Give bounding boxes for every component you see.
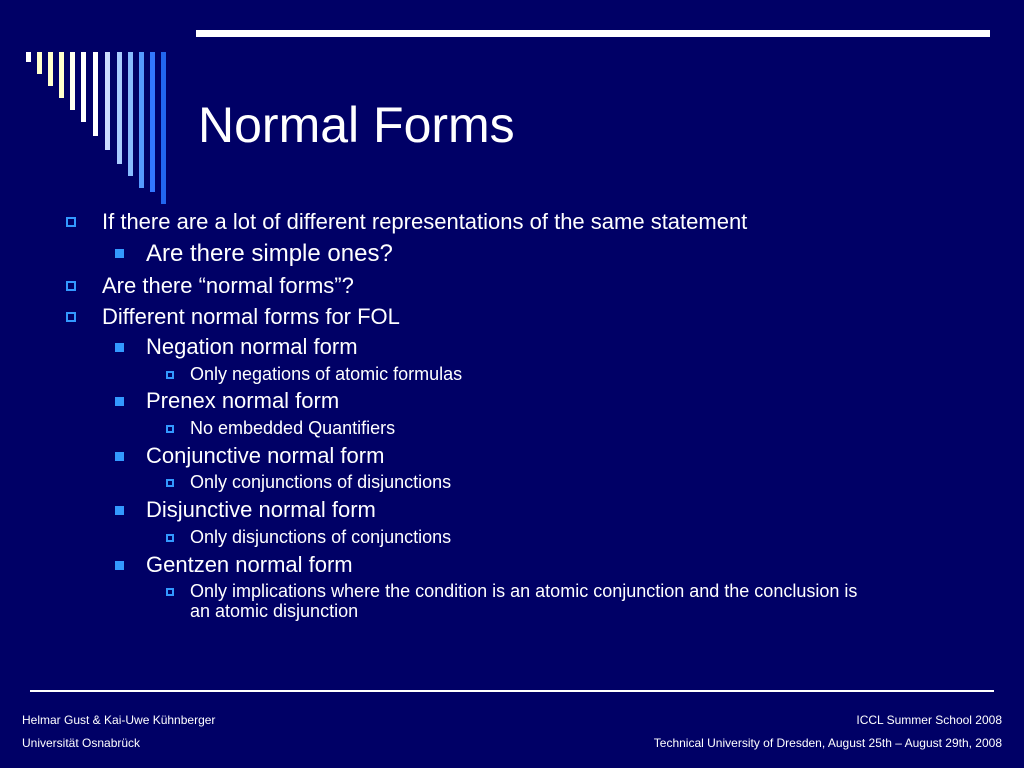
bullet-item — [115, 239, 393, 269]
bullet-text: Conjunctive normal form — [146, 443, 385, 468]
solid-square-bullet-icon — [115, 343, 124, 352]
bullet-text: Disjunctive normal form — [146, 497, 376, 522]
bullet-item — [166, 581, 857, 621]
bottom-rule — [30, 690, 994, 692]
solid-square-bullet-icon — [115, 397, 124, 406]
bullet-text: Are there “normal forms”? — [102, 273, 354, 298]
bullet-item — [166, 418, 395, 438]
hollow-square-bullet-icon — [66, 217, 76, 227]
bullet-item — [66, 208, 747, 236]
hollow-square-bullet-icon — [66, 281, 76, 291]
footer-authors: Helmar Gust & Kai-Uwe Kühnberger — [22, 713, 216, 727]
bullet-item — [166, 527, 451, 547]
bullet-text: Prenex normal form — [146, 388, 340, 413]
small-hollow-square-bullet-icon — [166, 588, 174, 596]
bullet-text: Are there simple ones? — [146, 240, 393, 267]
bullet-item — [66, 272, 354, 300]
bullet-item — [115, 551, 353, 579]
bullet-item — [115, 333, 358, 361]
hollow-square-bullet-icon — [66, 312, 76, 322]
bullet-text: Only conjunctions of disjunctions — [190, 472, 452, 492]
bullet-text: Only disjunctions of conjunctions — [190, 527, 452, 547]
small-hollow-square-bullet-icon — [166, 425, 174, 433]
footer-university: Universität Osnabrück — [22, 736, 141, 750]
solid-square-bullet-icon — [115, 249, 124, 258]
bullet-item — [166, 472, 451, 492]
solid-square-bullet-icon — [115, 506, 124, 515]
bullet-text: No embedded Quantifiers — [190, 418, 396, 438]
bullet-item — [166, 364, 462, 384]
solid-square-bullet-icon — [115, 561, 124, 570]
solid-square-bullet-icon — [115, 452, 124, 461]
bullet-text-line: an atomic disjunction — [190, 601, 359, 621]
slide-title: Normal Forms — [198, 97, 515, 153]
bullet-text — [190, 581, 857, 621]
bullet-item — [115, 442, 384, 470]
bullet-text: Different normal forms for FOL — [102, 304, 400, 329]
small-hollow-square-bullet-icon — [166, 479, 174, 487]
bullet-item — [66, 303, 400, 331]
small-hollow-square-bullet-icon — [166, 534, 174, 542]
bullet-text-line: Only implications where the condition is an atomic conjunction and the conclusion is — [190, 581, 858, 601]
bullet-text: Negation normal form — [146, 334, 358, 359]
bullet-text: Gentzen normal form — [146, 552, 353, 577]
footer-event: ICCL Summer School 2008 — [856, 713, 1002, 727]
bullet-text: Only negations of atomic formulas — [190, 364, 463, 384]
bullet-item — [115, 387, 339, 415]
footer-venue: Technical University of Dresden, August 25th – August 29th, 2008 — [653, 736, 1002, 750]
small-hollow-square-bullet-icon — [166, 371, 174, 379]
bullet-text: If there are a lot of different representations of the same statement — [102, 209, 748, 234]
bullet-item — [115, 496, 376, 524]
